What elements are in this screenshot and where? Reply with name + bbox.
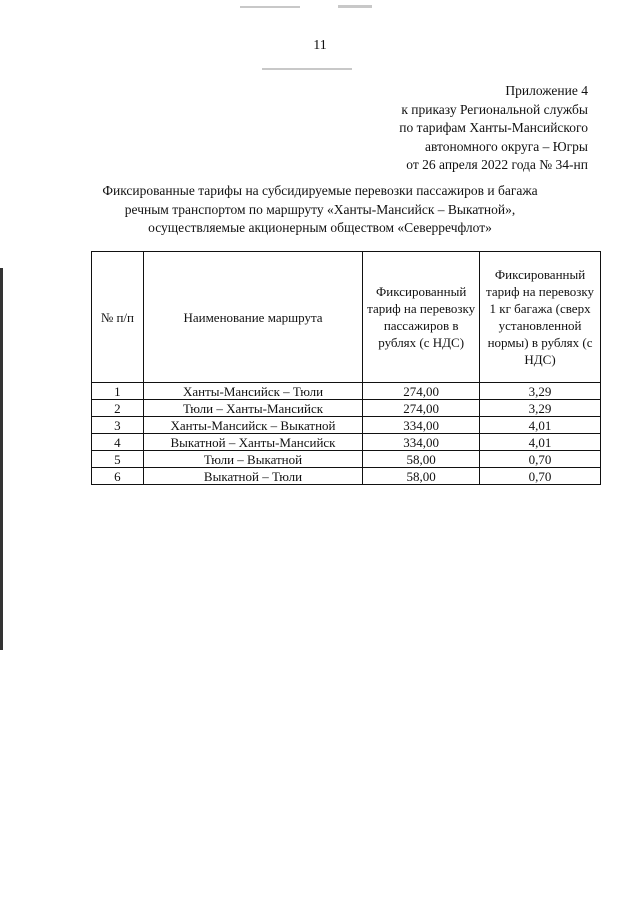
header-number: № п/п (92, 252, 144, 383)
table-row (92, 383, 601, 400)
appendix-line: от 26 апреля 2022 года № 34-нп (406, 157, 588, 172)
baggage-tariff: 0,70 (480, 468, 601, 485)
table-row (92, 434, 601, 451)
table-row (92, 451, 601, 468)
header-passenger-tariff: Фиксированный тариф на перевозку пассажиров в рублях (с НДС) (363, 252, 480, 383)
appendix-line: к приказу Региональной службы (401, 101, 588, 117)
title-line: осуществляемые акционерным обществом «Северречфлот» (148, 220, 492, 235)
header-baggage-tariff: Фиксированный тариф на перевозку 1 кг багажа (сверх установленной нормы) в рублях (с НДС) (480, 252, 601, 383)
tariff-table (91, 251, 601, 485)
table-row (92, 400, 601, 417)
title-line: Фиксированные тарифы на субсидируемые перевозки пассажиров и багажа (102, 183, 538, 198)
baggage-tariff: 4,01 (480, 434, 601, 451)
row-number: 4 (92, 434, 144, 451)
passenger-tariff: 58,00 (363, 468, 480, 485)
table-row (92, 417, 601, 434)
row-number: 3 (92, 417, 144, 434)
appendix-reference (399, 82, 588, 175)
appendix-line: Приложение 4 (505, 83, 588, 98)
row-number: 5 (92, 451, 144, 468)
passenger-tariff: 274,00 (363, 383, 480, 400)
route-name: Тюли – Ханты-Мансийск (143, 400, 362, 417)
route-name: Тюли – Выкатной (143, 451, 362, 468)
table-row (92, 468, 601, 485)
passenger-tariff: 334,00 (363, 434, 480, 451)
passenger-tariff: 274,00 (363, 400, 480, 417)
scan-artifact (262, 68, 352, 70)
page-number: 11 (313, 38, 327, 53)
baggage-tariff: 0,70 (480, 451, 601, 468)
route-name: Ханты-Мансийск – Тюли (143, 383, 362, 400)
passenger-tariff: 58,00 (363, 451, 480, 468)
appendix-line: автономного округа – Югры (425, 138, 588, 154)
appendix-line: по тарифам Ханты-Мансийского (399, 120, 588, 135)
row-number: 1 (92, 383, 144, 400)
row-number: 6 (92, 468, 144, 485)
route-name: Ханты-Мансийск – Выкатной (143, 417, 362, 434)
baggage-tariff: 4,01 (480, 417, 601, 434)
route-name: Выкатной – Тюли (143, 468, 362, 485)
scan-edge-shadow (0, 268, 3, 650)
passenger-tariff: 334,00 (363, 417, 480, 434)
table-header-row (92, 252, 601, 383)
scan-artifact (338, 5, 372, 8)
route-name: Выкатной – Ханты-Мансийск (143, 434, 362, 451)
document-title (40, 182, 600, 238)
header-route: Наименование маршрута (143, 252, 362, 383)
baggage-tariff: 3,29 (480, 400, 601, 417)
row-number: 2 (92, 400, 144, 417)
scan-artifact (240, 6, 300, 8)
baggage-tariff: 3,29 (480, 383, 601, 400)
title-line: речным транспортом по маршруту «Ханты-Мансийск – Выкатной», (124, 201, 516, 217)
